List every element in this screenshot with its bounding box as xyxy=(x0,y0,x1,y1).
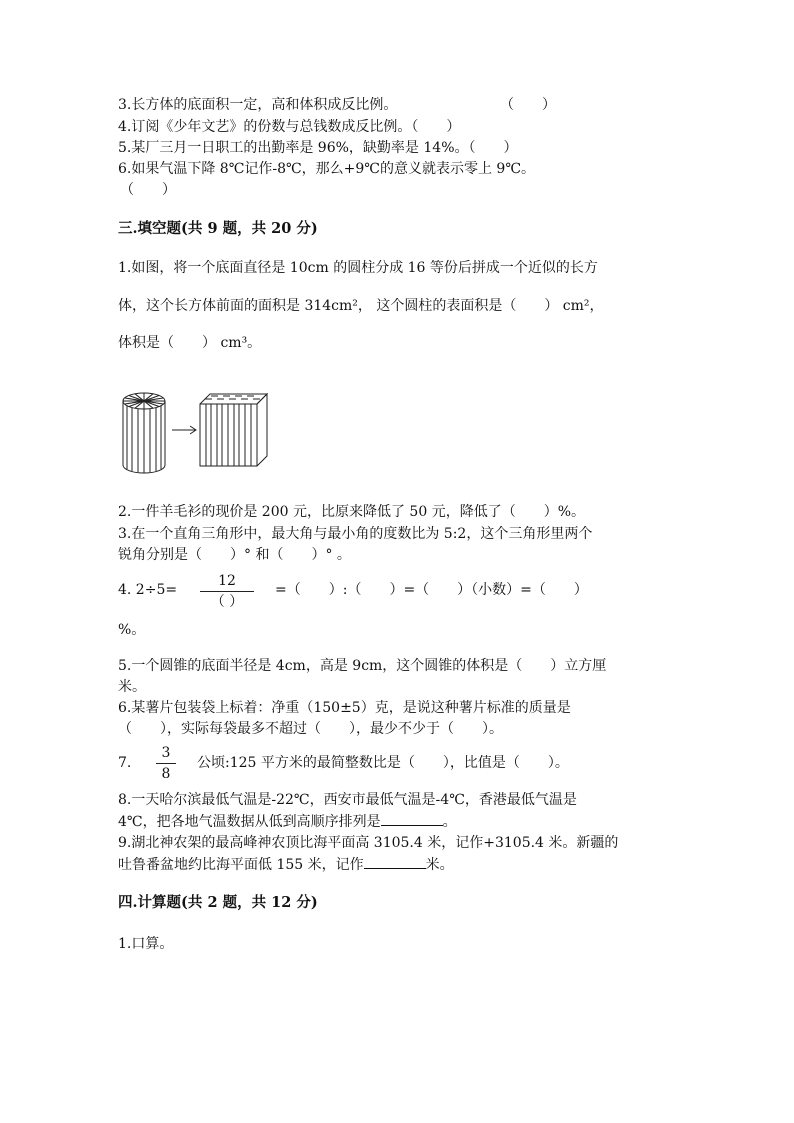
fill-q7-fraction-numerator: 3 xyxy=(161,745,171,761)
fill-q5-line2: 米。 xyxy=(118,679,146,695)
fill-q7-fraction-bar xyxy=(156,763,176,764)
fill-q1-line2: 体，这个长方体前面的面积是 314cm²， 这个圆柱的表面积是（ ） cm²， xyxy=(118,298,604,314)
fill-q4-tail: %。 xyxy=(118,622,146,638)
fill-q4-fraction xyxy=(200,572,254,611)
fill-q7-fraction xyxy=(156,744,176,783)
section4-heading: 四.计算题(共 2 题，共 12 分) xyxy=(118,894,318,911)
fill-q1-line1: 1.如图，将一个底面直径是 10cm 的圆柱分成 16 等份后拼成一个近似的长方 xyxy=(118,260,598,276)
judge-q3-answer-paren[interactable]: （ ） xyxy=(500,97,556,113)
calc-q1: 1.口算。 xyxy=(118,936,174,952)
fill-q7-rest: 公顷:125 平方米的最简整数比是（ ），比值是（ ）。 xyxy=(197,755,569,771)
judge-q3: 3.长方体的底面积一定，高和体积成反比例。 （ ） xyxy=(118,97,556,113)
fill-q5-line1: 5.一个圆锥的底面半径是 4cm，高是 9cm，这个圆锥的体积是（ ）立方厘 xyxy=(118,658,607,674)
fill-q6-line2: （ ），实际每袋最多不超过（ ），最少不少于（ ）。 xyxy=(118,721,503,737)
fill-q1-line3: 体积是（ ） cm³。 xyxy=(118,335,262,351)
fill-q3-line1: 3.在一个直角三角形中，最大角与最小角的度数比为 5:2，这个三角形里两个 xyxy=(118,526,593,542)
cylinder-to-cuboid-figure xyxy=(118,388,308,483)
fill-q4-rest: =（ ）:（ ）=（ ）（小数）=（ ） xyxy=(275,582,588,598)
fill-q4-fraction-numerator: 12 xyxy=(218,573,236,589)
fill-q8-answer-blank[interactable] xyxy=(381,811,443,826)
fill-q8-line2: 4℃，把各地气温数据从低到高顺序排列是 。 xyxy=(118,811,457,832)
section3-heading: 三.填空题(共 9 题，共 20 分) xyxy=(118,220,318,237)
fill-q4-lead: 4. 2÷5= xyxy=(118,582,178,598)
fill-q6-line1: 6.某薯片包装袋上标着：净重（150±5）克，是说这种薯片标准的质量是 xyxy=(118,700,571,716)
fill-q9-line1: 9.湖北神农架的最高峰神农顶比海平面高 3105.4 米，记作+3105.4 米。新疆的 xyxy=(118,835,619,851)
fill-q4-fraction-denominator[interactable]: （ ） xyxy=(210,594,244,610)
fill-q9-line2: 吐鲁番盆地约比海平面低 155 米，记作 米。 xyxy=(118,854,454,875)
fill-q2: 2.一件羊毛衫的现价是 200 元，比原来降低了 50 元，降低了（ ）%。 xyxy=(118,504,585,520)
fill-q7-fraction-denominator: 8 xyxy=(161,766,171,782)
judge-q6-answer-paren[interactable]: （ ） xyxy=(120,182,176,198)
judge-q6: 6.如果气温下降 8℃记作-8℃，那么+9℃的意义就表示零上 9℃。 xyxy=(118,161,535,177)
fill-q3-line2: 锐角分别是（ ）° 和（ ）° 。 xyxy=(118,547,351,563)
judge-q4: 4.订阅《少年文艺》的份数与总钱数成反比例。（ ） xyxy=(118,119,461,135)
fill-q9-answer-blank[interactable] xyxy=(364,854,426,869)
fill-q8-line1: 8.一天哈尔滨最低气温是-22℃，西安市最低气温是-4℃，香港最低气温是 xyxy=(118,792,577,808)
judge-q5: 5.某厂三月一日职工的出勤率是 96%，缺勤率是 14%。（ ） xyxy=(118,140,518,156)
fill-q7-lead: 7. xyxy=(118,755,132,771)
fill-q4-fraction-bar xyxy=(200,591,254,592)
